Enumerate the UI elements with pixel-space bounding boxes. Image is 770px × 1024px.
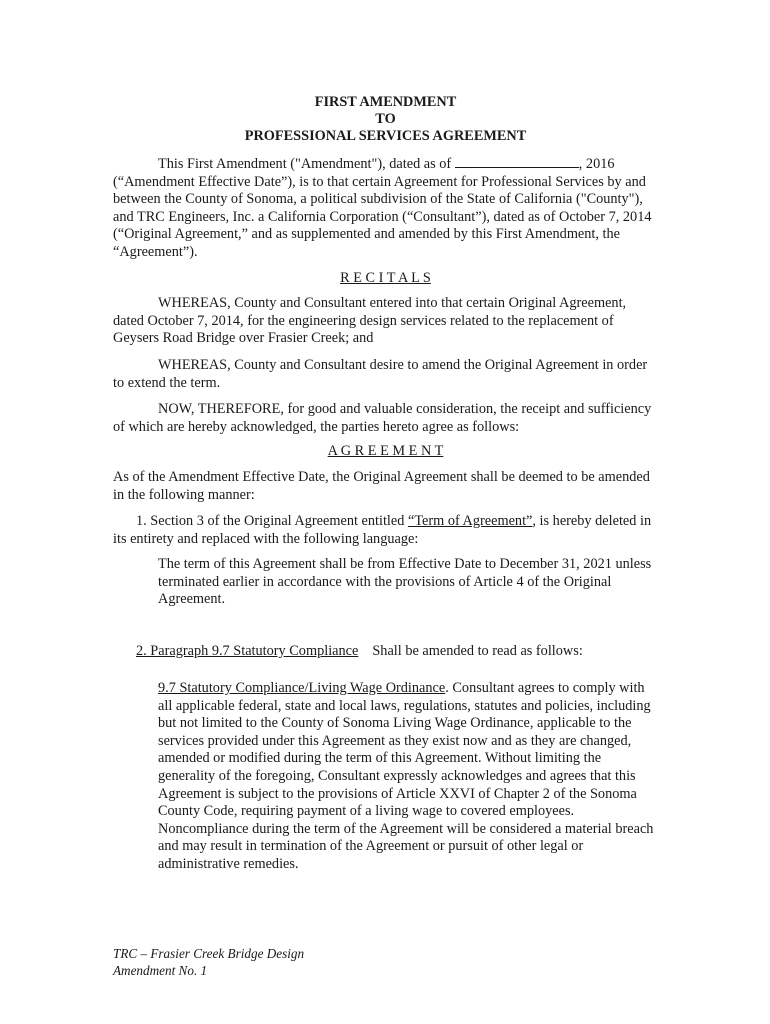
agreement-heading: A G R E E M E N T bbox=[327, 443, 444, 459]
item-2-title: 2. Paragraph 9.7 Statutory Compliance bbox=[136, 643, 359, 659]
item-1-prefix: 1. Section 3 of the Original Agreement entitled bbox=[136, 513, 408, 529]
footer-line-2: Amendment No. 1 bbox=[113, 963, 208, 978]
page-footer bbox=[113, 945, 513, 979]
item-2-rest: Shall be amended to read as follows: bbox=[372, 643, 583, 659]
item-2-replacement-text bbox=[158, 680, 658, 874]
whereas-paragraph-1: WHEREAS, County and Consultant entered into that certain Original Agreement, dated October 7, 2014, for the engineering design services related to the replacement of Geysers Road Bridge over Frasier Creek; and bbox=[113, 295, 627, 347]
section-9-7-body: . Consultant agrees to comply with all applicable federal, state and local laws, regulations, statutes and policies, including but not limited to the County of Sonoma Living Wage Ordinance, applicable to the services provided under this Agreement as they exist now and as they are changed, amended or modified during the term of this Agreement. Without limiting the generality of the foregoing, Consultant expressly acknowledges and agrees that this Agreement is subject to the provisions of Article XXVI of Chapter 2 of the Sonoma County Code, requiring payment of a living wage to covered employees. Noncompliance during the term of the Agreement will be considered a material breach and may result in termination of the Agreement or pursuit of other legal or administrative remedies. bbox=[158, 680, 654, 872]
agreement-lead-paragraph: As of the Amendment Effective Date, the Original Agreement shall be deemed to be amended in the following manner: bbox=[113, 469, 650, 503]
intro-part-1: This First Amendment ("Amendment"), dated as of bbox=[158, 156, 455, 172]
intro-paragraph bbox=[113, 155, 658, 262]
whereas-paragraph-2: WHEREAS, County and Consultant desire to amend the Original Agreement in order to extend the term. bbox=[113, 357, 648, 391]
amendment-item-1 bbox=[113, 513, 658, 548]
item-1-replacement-text: The term of this Agreement shall be from Effective Date to December 31, 2021 unless terminated earlier in accordance with the provisions of Article 4 of the Original Agreement. bbox=[158, 556, 652, 608]
item-1-suffix: , is hereby deleted in its entirety and replaced with the following language: bbox=[113, 513, 652, 547]
title-line-1: FIRST AMENDMENT bbox=[314, 94, 457, 110]
title-line-2: TO bbox=[375, 111, 396, 127]
recitals-heading: R E C I T A L S bbox=[340, 270, 431, 286]
footer-line-1: TRC – Frasier Creek Bridge Design bbox=[113, 946, 305, 961]
title-line-3: PROFESSIONAL SERVICES AGREEMENT bbox=[244, 128, 527, 144]
now-therefore-paragraph: NOW, THEREFORE, for good and valuable consideration, the receipt and sufficiency of which are hereby acknowledged, the parties hereto agree as follows: bbox=[113, 401, 652, 435]
term-of-agreement-ref: “Term of Agreement” bbox=[407, 513, 533, 529]
date-blank-line bbox=[455, 155, 579, 168]
amendment-item-2 bbox=[136, 643, 658, 661]
intro-part-2: , 2016 (“Amendment Effective Date”), is to that certain Agreement for Professional Services by and between the County of Sonoma, a political subdivision of the State of California ("County"), and TRC Engineers, Inc. a California Corporation (“Consultant”), dated as of October 7, 2014 (“Original Agreement,” and as supplemented and amended by this First Amendment, the “Agreement”). bbox=[113, 156, 652, 260]
section-9-7-title: 9.7 Statutory Compliance/Living Wage Ordinance bbox=[158, 680, 446, 696]
document-title bbox=[113, 94, 658, 145]
